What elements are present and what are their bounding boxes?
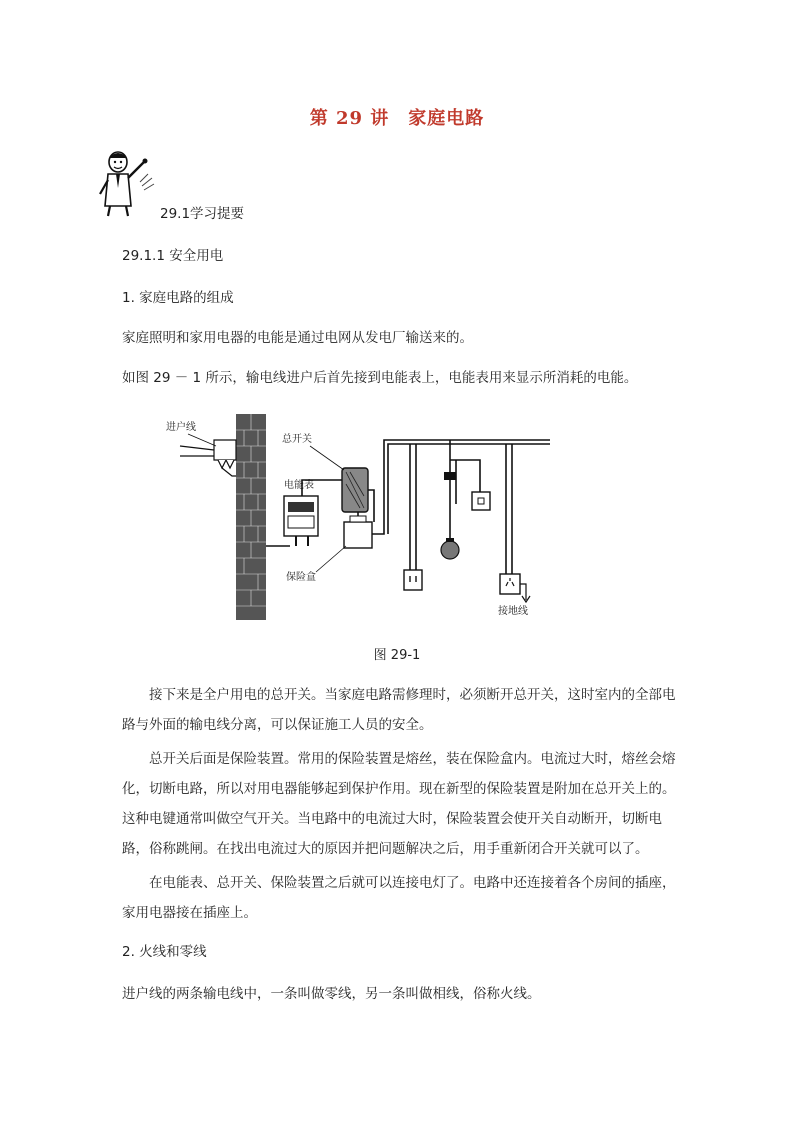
paragraph-4: 总开关后面是保险装置。常用的保险装置是熔丝，装在保险盒内。电流过大时，熔丝会熔化，切断电路，所以对用电器能够起到保护作用。现在新型的保险装置是附加在总开关上的。 这种电键通常叫做空气开关。当电路中的电流过大时，保险装置会使开关自动断开，切断电路，俗称跳闸。在找出电流过大的原因并把问题解决之后，用手重新闭合开关就可以了。 bbox=[122, 751, 676, 857]
socket-three-pin bbox=[500, 574, 530, 602]
energy-meter bbox=[284, 496, 318, 546]
label-fuse-box: 保险盒 bbox=[286, 572, 316, 583]
teacher-mascot-illustration bbox=[96, 148, 162, 220]
paragraph-6: 进户线的两条输电线中，一条叫做零线，另一条叫做相线，俗称火线。 bbox=[122, 986, 541, 1002]
label-ground-wire: 接地线 bbox=[498, 606, 528, 617]
household-circuit-diagram bbox=[160, 410, 550, 622]
label-main-switch: 总开关 bbox=[282, 434, 312, 445]
label-energy-meter: 电能表 bbox=[284, 480, 314, 491]
fuse-box bbox=[344, 516, 372, 548]
paragraph-5: 在电能表、总开关、保险装置之后就可以连接电灯了。电路中还连接着各个房间的插座，家用电器接在插座上。 bbox=[122, 875, 676, 921]
label-incoming-line: 进户线 bbox=[166, 422, 196, 433]
subheading-live-neutral: 2. 火线和零线 bbox=[122, 944, 207, 960]
subheading-composition: 1. 家庭电路的组成 bbox=[122, 290, 234, 306]
section-heading-29-1-1: 29.1.1 安全用电 bbox=[122, 248, 224, 264]
paragraph-1: 家庭照明和家用电器的电能是通过电网从发电厂输送来的。 bbox=[122, 330, 473, 346]
page-title: 第 29 讲 家庭电路 bbox=[309, 108, 485, 129]
wall-switch bbox=[472, 492, 490, 510]
incoming-line-insulator bbox=[180, 440, 236, 476]
section-heading-29-1: 29.1学习提要 bbox=[160, 206, 245, 222]
paragraph-3: 接下来是全户用电的总开关。当家庭电路需修理时，必须断开总开关，这时室内的全部电路与外面的输电线分离，可以保证施工人员的安全。 bbox=[122, 687, 676, 733]
paragraph-2: 如图 29 － 1 所示，输电线进户后首先接到电能表上，电能表用来显示所消耗的电能。 bbox=[122, 370, 638, 386]
socket-two-pin bbox=[404, 570, 422, 590]
brick-wall bbox=[236, 414, 266, 620]
main-switch bbox=[342, 468, 368, 512]
figure-caption: 图 29-1 bbox=[373, 648, 421, 663]
